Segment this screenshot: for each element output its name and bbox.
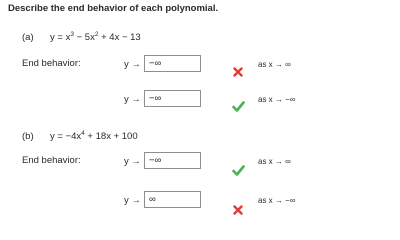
part-a-row1-as-text: as x → ∞ — [258, 60, 291, 69]
part-b-row1-y-label: y → — [124, 156, 141, 167]
checkmark-icon — [232, 165, 245, 176]
part-a-row2-as-text: as x → −∞ — [258, 95, 296, 104]
part-a-end-behavior-label: End behavior: — [22, 58, 81, 69]
part-a-row2-y-label: y → — [124, 94, 141, 105]
part-a-row1-y-label: y → — [124, 59, 141, 70]
part-b-row2-y-label: y → — [124, 195, 141, 206]
part-a-label: (a) — [22, 32, 34, 43]
part-a-row1-answer-field[interactable]: −∞ — [144, 55, 201, 72]
checkmark-icon — [232, 101, 245, 112]
part-a-equation: $y = x^3 - 5x^2 + 4x - 13$ — [50, 31, 141, 43]
x-mark-icon — [233, 205, 243, 215]
x-mark-icon — [233, 67, 243, 77]
part-b-row2-answer-field[interactable]: ∞ — [144, 191, 201, 208]
instructions: Describe the end behavior of each polynomial. — [8, 3, 219, 14]
part-b-row1-as-text: as x → ∞ — [258, 157, 291, 166]
part-b-end-behavior-label: End behavior: — [22, 155, 81, 166]
part-b-row1-answer-field[interactable]: −∞ — [144, 152, 201, 169]
part-b-row2-as-text: as x → −∞ — [258, 196, 296, 205]
part-b-equation: $y = -4x^4 + 18x + 100$ — [50, 130, 138, 142]
part-a-row2-answer-field[interactable]: −∞ — [144, 90, 201, 107]
part-b-label: (b) — [22, 131, 34, 142]
